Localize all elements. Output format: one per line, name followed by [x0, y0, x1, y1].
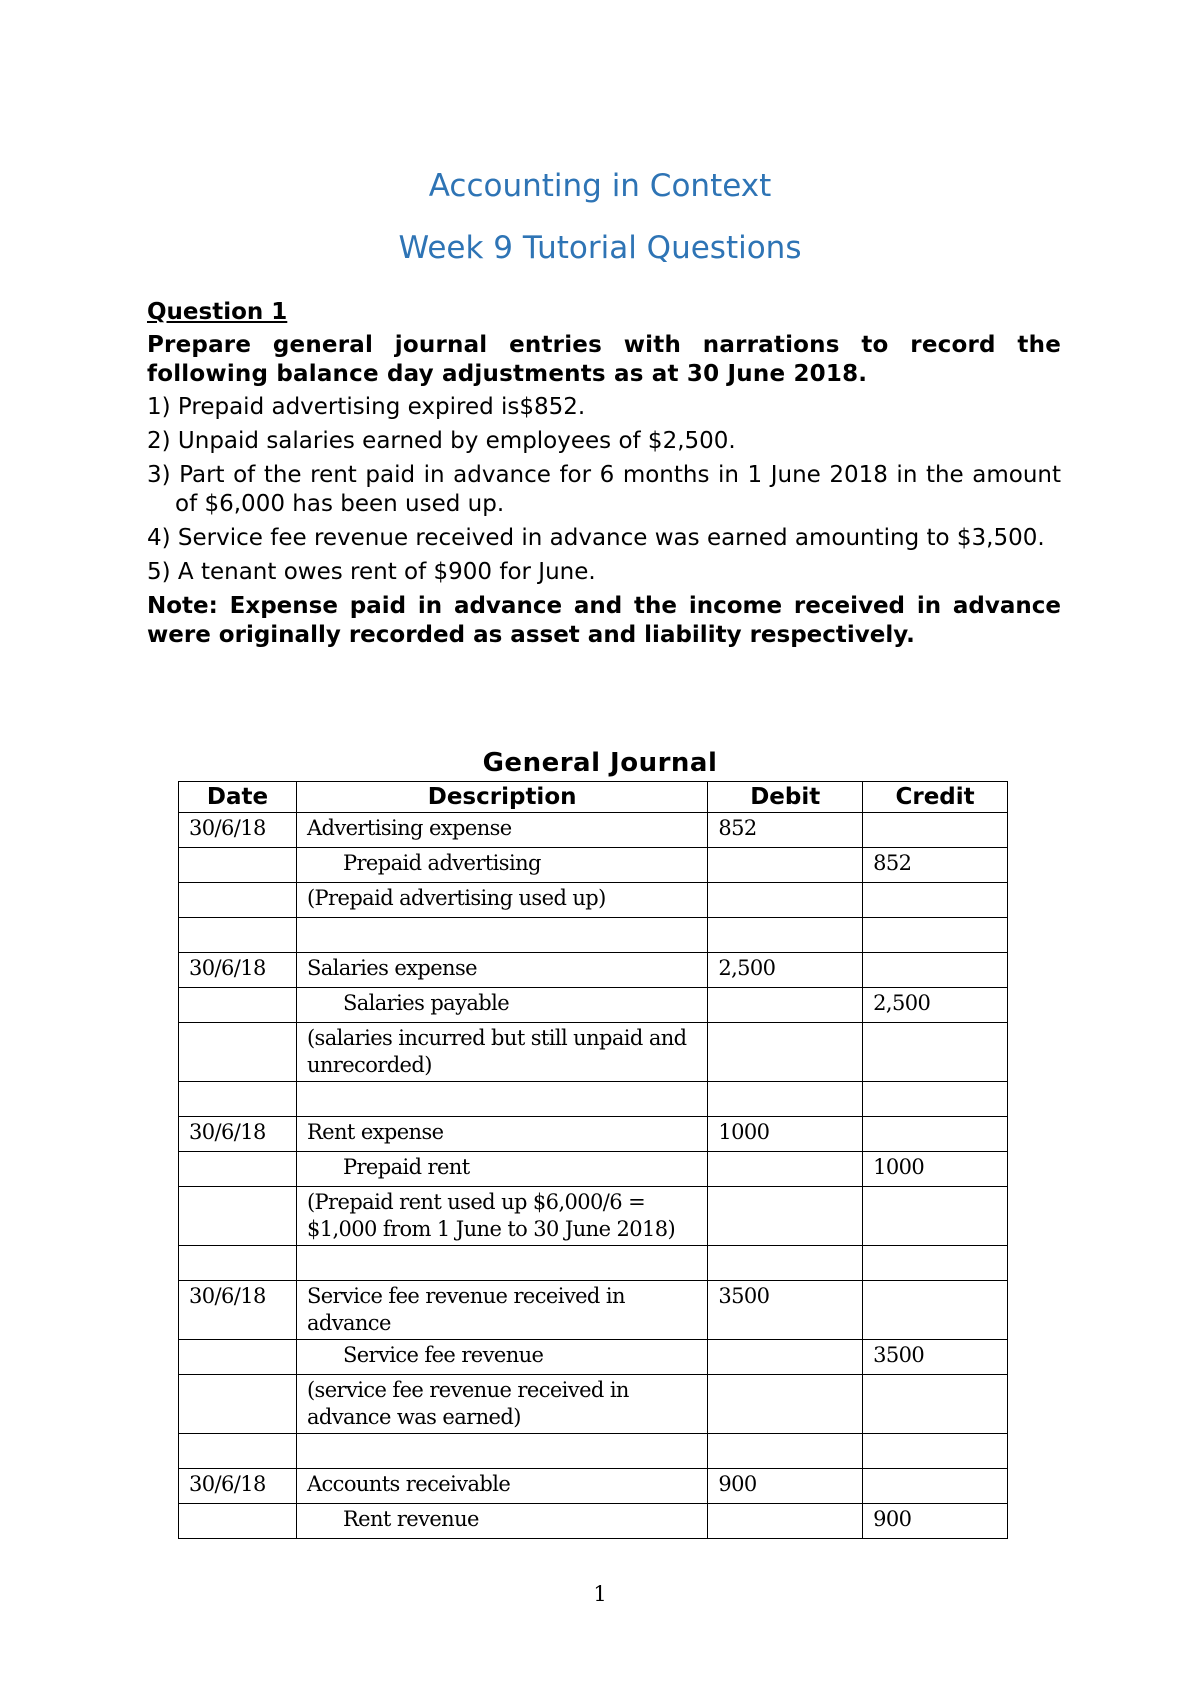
question-item: 1) Prepaid advertising expired is$852. [147, 394, 586, 420]
cell-debit: 900 [708, 1469, 863, 1504]
cell-debit [708, 848, 863, 883]
table-header-row [179, 782, 1008, 813]
cell-date [179, 1187, 297, 1246]
cell-debit [708, 1434, 863, 1469]
question-heading: Question 1 [147, 299, 288, 325]
cell-description: Prepaid rent [296, 1152, 707, 1187]
table-row [179, 988, 1008, 1023]
table-row [179, 1023, 1008, 1082]
cell-debit [708, 1082, 863, 1117]
cell-description: (Prepaid rent used up $6,000/6 = $1,000 from 1 June to 30 June 2018) [296, 1187, 707, 1246]
cell-debit [708, 1187, 863, 1246]
cell-description: (salaries incurred but still unpaid and unrecorded) [296, 1023, 707, 1082]
question-item: 5) A tenant owes rent of $900 for June. [147, 559, 596, 585]
cell-credit [863, 1082, 1008, 1117]
cell-credit [863, 1246, 1008, 1281]
cell-description [296, 1246, 707, 1281]
cell-date [179, 1375, 297, 1434]
cell-debit [708, 1375, 863, 1434]
table-row [179, 918, 1008, 953]
cell-date: 30/6/18 [179, 1469, 297, 1504]
cell-credit [863, 1187, 1008, 1246]
cell-description: Service fee revenue [296, 1340, 707, 1375]
cell-debit [708, 1246, 863, 1281]
cell-description: Accounts receivable [296, 1469, 707, 1504]
cell-date: 30/6/18 [179, 1117, 297, 1152]
cell-date [179, 1082, 297, 1117]
cell-description: Prepaid advertising [296, 848, 707, 883]
page-title: Accounting in Context [428, 168, 772, 204]
question-note: Note: Expense paid in advance and the income received in advance were originally recorded as asset and liability respectively. [147, 593, 1061, 648]
column-header-date: Date [179, 782, 297, 813]
table-row [179, 1152, 1008, 1187]
cell-credit [863, 813, 1008, 848]
cell-credit [863, 918, 1008, 953]
journal-title: General Journal [482, 748, 718, 778]
cell-date [179, 1434, 297, 1469]
cell-credit [863, 883, 1008, 918]
cell-date [179, 1023, 297, 1082]
question-item: 3) Part of the rent paid in advance for 6 months in 1 June 2018 in the amount of $6,000 has been used up. [147, 462, 1061, 517]
cell-date [179, 988, 297, 1023]
cell-description: Rent revenue [296, 1504, 707, 1539]
table-row [179, 1246, 1008, 1281]
cell-date [179, 1340, 297, 1375]
cell-date [179, 918, 297, 953]
table-row [179, 1469, 1008, 1504]
cell-debit: 2,500 [708, 953, 863, 988]
cell-credit [863, 1023, 1008, 1082]
table-row [179, 1434, 1008, 1469]
cell-date [179, 1504, 297, 1539]
cell-credit [863, 953, 1008, 988]
cell-date: 30/6/18 [179, 813, 297, 848]
table-row [179, 848, 1008, 883]
column-header-description: Description [296, 782, 707, 813]
column-header-credit: Credit [863, 782, 1008, 813]
table-row [179, 1082, 1008, 1117]
cell-credit: 1000 [863, 1152, 1008, 1187]
cell-credit [863, 1281, 1008, 1340]
table-row [179, 953, 1008, 988]
cell-description [296, 918, 707, 953]
cell-credit: 3500 [863, 1340, 1008, 1375]
question-item: 4) Service fee revenue received in advance was earned amounting to $3,500. [147, 525, 1045, 551]
table-row [179, 813, 1008, 848]
cell-date: 30/6/18 [179, 953, 297, 988]
cell-credit [863, 1375, 1008, 1434]
cell-debit [708, 883, 863, 918]
cell-credit: 852 [863, 848, 1008, 883]
question-instruction: Prepare general journal entries with narrations to record the following balance day adjustments as at 30 June 2018. [147, 332, 1061, 387]
cell-description: Salaries expense [296, 953, 707, 988]
cell-description: (service fee revenue received in advance was earned) [296, 1375, 707, 1434]
cell-credit [863, 1434, 1008, 1469]
table-row [179, 1504, 1008, 1539]
question-item: 2) Unpaid salaries earned by employees of $2,500. [147, 428, 736, 454]
cell-description: Advertising expense [296, 813, 707, 848]
cell-debit [708, 918, 863, 953]
cell-debit [708, 1504, 863, 1539]
table-row [179, 1340, 1008, 1375]
column-header-debit: Debit [708, 782, 863, 813]
cell-description: Salaries payable [296, 988, 707, 1023]
cell-credit [863, 1469, 1008, 1504]
question-section [147, 297, 1061, 650]
table-row [179, 1375, 1008, 1434]
journal-body [179, 813, 1008, 1539]
table-row [179, 1187, 1008, 1246]
cell-debit: 1000 [708, 1117, 863, 1152]
cell-debit [708, 1023, 863, 1082]
cell-date [179, 1152, 297, 1187]
table-row [179, 1281, 1008, 1340]
cell-description: (Prepaid advertising used up) [296, 883, 707, 918]
cell-debit: 3500 [708, 1281, 863, 1340]
cell-description: Service fee revenue received in advance [296, 1281, 707, 1340]
cell-date: 30/6/18 [179, 1281, 297, 1340]
cell-date [179, 848, 297, 883]
cell-debit [708, 988, 863, 1023]
cell-date [179, 883, 297, 918]
cell-credit [863, 1117, 1008, 1152]
cell-description [296, 1082, 707, 1117]
cell-description [296, 1434, 707, 1469]
cell-debit [708, 1152, 863, 1187]
cell-debit: 852 [708, 813, 863, 848]
page-number: 1 [593, 1582, 607, 1606]
cell-debit [708, 1340, 863, 1375]
cell-credit: 900 [863, 1504, 1008, 1539]
cell-description: Rent expense [296, 1117, 707, 1152]
general-journal-table [178, 781, 1008, 1539]
table-row [179, 1117, 1008, 1152]
cell-date [179, 1246, 297, 1281]
cell-credit: 2,500 [863, 988, 1008, 1023]
page-subtitle: Week 9 Tutorial Questions [398, 230, 802, 266]
table-row [179, 883, 1008, 918]
